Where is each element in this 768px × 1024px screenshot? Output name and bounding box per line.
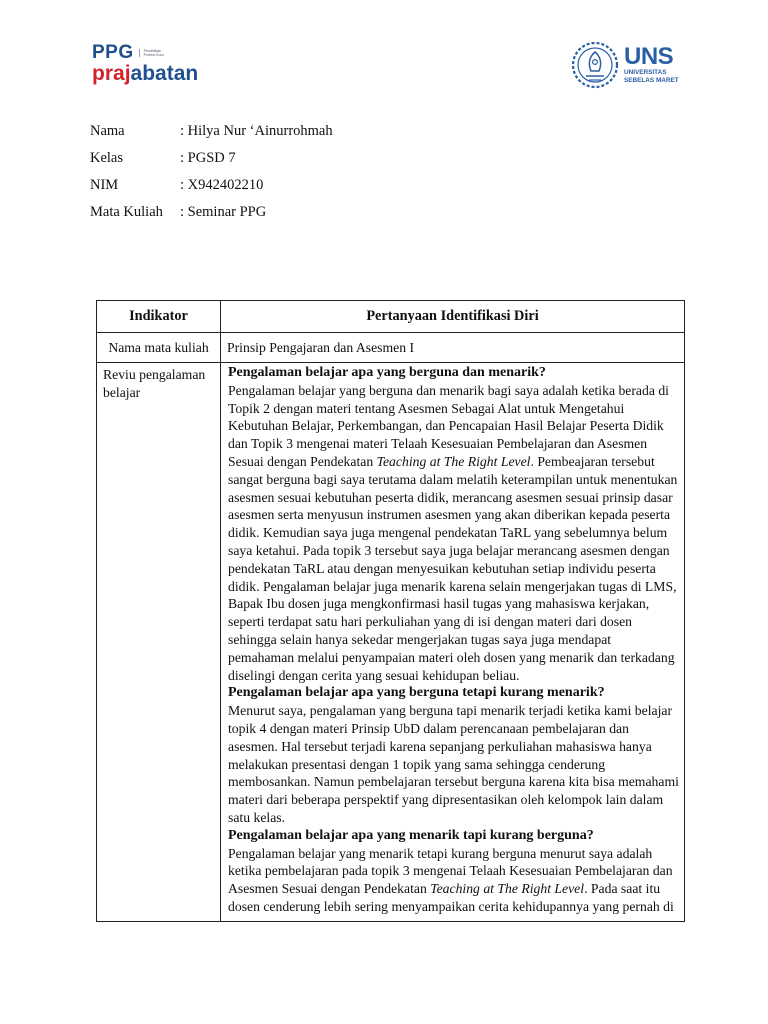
- answer-useful-interesting: Pengalaman belajar yang berguna dan menarik bagi saya adalah ketika berada di Topik 2 dengan materi tentang Asesmen Sebagai Alat untuk Mengetahui Kebutuhan Belajar, Perkembangan, dan Pencapaian Hasil Belajar Peserta Didik dan Topik 3 mengenai materi Telaah Kesesuaian Pembelajaran dan Asesmen Sesuai dengan Pendekatan Teaching at The Right Level. Pembeajaran tersebut sangat berguna bagi saya terutama dalam melatih keterampilan untuk menentukan asesmen sesuai kebutuhan peserta didik, merancang asesmen sesuai prinsip dasar asesmen serta menyusun instrumen asesmen yang akan diberikan kepada peserta didik. Kemudian saya juga mengenal pendekatan TaRL yang sebelumnya belum saya ketahui. Pada topik 3 tersebut saya juga belajar merancang asesmen dengan pendekatan TaRL atau dengan menyesuikan kebutuhan setiap individu peserta didik. Pengalaman belajar juga menarik karena selain mengerjakan tugas di LMS, Bapak Ibu dosen juga mengkonfirmasi hasil tugas yang mahasiswa kerjakan, seperti terdapat satu hari perkuliahan yang di isi dengan materi dari dosen sehingga selain hanya sekedar mengerjakan tugas saya juga mendapat pemahaman melalui penyampaian materi oleh dosen yang menarik dan terkadang diselingi dengan cerita yang sesuai kehidupan beliau.: [228, 382, 678, 683]
- uns-logo-line2: SEBELAS MARET: [624, 77, 679, 84]
- info-value: : Hilya Nur ‘Ainurrohmah: [180, 123, 333, 139]
- info-row-nim: [90, 172, 333, 199]
- question-useful-interesting: Pengalaman belajar apa yang berguna dan menarik?: [228, 365, 546, 381]
- answer-interesting-less-useful: Pengalaman belajar yang menarik tetapi kurang berguna menurut saya adalah ketika pembelajaran pada topik 3 mengenai Telaah Kesesuaian Pembelajaran dan Asesmen Sesuai dengan Pendekatan Teaching at The Right Level. Pada saat itu dosen cenderung lebih sering menyampaikan cerita kehidupannya yang pernah di: [228, 845, 674, 914]
- ppg-prajabatan-logo: [92, 44, 198, 85]
- learning-review-content: [221, 363, 685, 922]
- table-row-course-name: [97, 333, 685, 363]
- table-row-learning-review: [97, 363, 685, 922]
- question-interesting-less-useful: Pengalaman belajar apa yang menarik tapi kurang berguna?: [228, 827, 594, 843]
- info-value: : Seminar PPG: [180, 204, 267, 220]
- course-name-label: Nama mata kuliah: [97, 333, 221, 363]
- ppg-logo-tagline: Pendidikan Profesi Guru: [139, 49, 170, 58]
- table-header-row: [97, 301, 685, 333]
- uns-logo-word: UNS: [624, 42, 674, 70]
- header-pertanyaan: Pertanyaan Identifikasi Diri: [221, 301, 685, 333]
- info-value: : PGSD 7: [180, 150, 236, 166]
- self-identification-table: [96, 300, 685, 922]
- info-value: : X942402210: [180, 177, 264, 193]
- prajabatan-wordmark: prajabatan: [92, 62, 199, 85]
- uns-logo: [570, 40, 679, 90]
- header-indikator: Indikator: [97, 301, 221, 333]
- info-row-class: [90, 145, 333, 172]
- info-label: Mata Kuliah: [90, 204, 163, 220]
- question-useful-less-interesting: Pengalaman belajar apa yang berguna tetapi kurang menarik?: [228, 685, 605, 701]
- info-row-course: [90, 199, 333, 226]
- course-name-value: Prinsip Pengajaran dan Asesmen I: [221, 333, 685, 363]
- info-label: NIM: [90, 177, 119, 193]
- info-label: Nama: [90, 123, 125, 139]
- student-info: [90, 118, 333, 226]
- uns-seal-icon: [570, 40, 620, 90]
- uns-logo-line1: UNIVERSITAS: [624, 68, 667, 76]
- info-row-name: [90, 118, 333, 145]
- learning-review-label: Reviu pengalaman belajar: [97, 363, 221, 922]
- ppg-logo-word: PPG: [92, 42, 134, 63]
- info-label: Kelas: [90, 150, 124, 166]
- answer-useful-less-interesting: Menurut saya, pengalaman yang berguna tapi menarik terjadi ketika kami belajar topik 4 dengan materi Prinsip UbD dalam perencanaan pembelajaran dan asesmen. Hal tersebut terjadi karena sepanjang perkuliahan mahasiswa hanya melakukan presentasi dengan 1 topik yang sama sehingga cenderung membosankan. Namun pembelajaran tersebut berguna karena kita bisa memahami materi dari beberapa perspektif yang dipresentasikan oleh kelompok lain dalam satu kelas.: [228, 703, 679, 826]
